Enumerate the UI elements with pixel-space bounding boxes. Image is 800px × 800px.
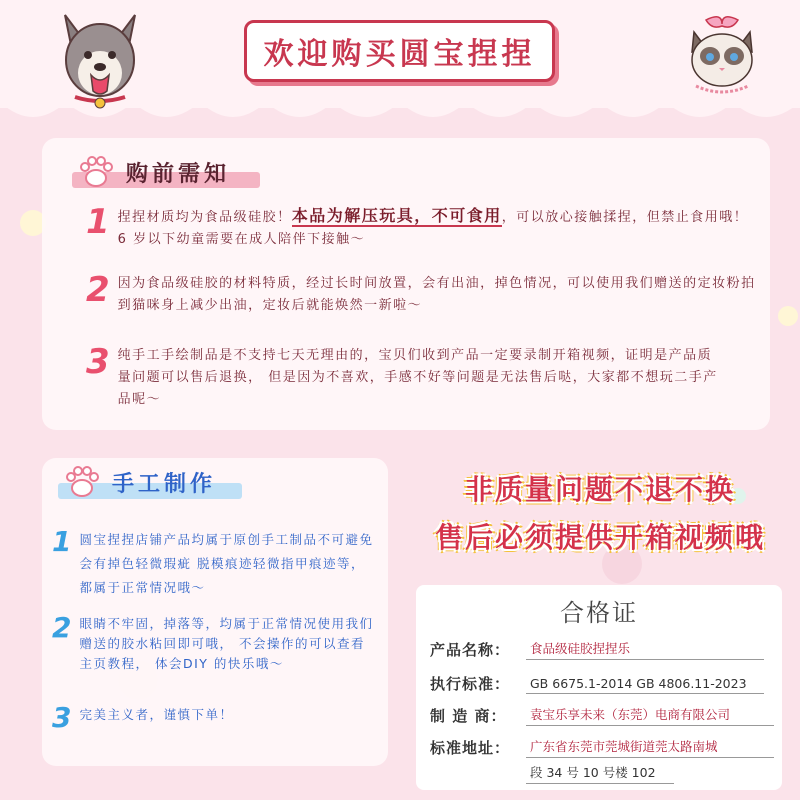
item-text: 因为食品级硅胶的材料特质，经过长时间放置，会有出油，掉色情况，可以使用我们赠送的定妆粉拍到猫咪身上减少出油，定妆后就能焕然一新啦～ — [117, 276, 756, 313]
item-text: 完美主义者，谨慎下单！ — [79, 707, 234, 722]
handmade-item-2 — [52, 611, 377, 674]
certificate-label: 制 造 商： — [430, 707, 507, 725]
notice-item-1 — [86, 202, 756, 251]
certificate-label: 执行标准： — [430, 675, 511, 693]
certificate-row-manufacturer — [430, 705, 774, 726]
highlight-text: 本品为解压玩具，不可食用 — [291, 206, 502, 225]
item-number: 1 — [52, 525, 72, 558]
item-number: 3 — [52, 701, 72, 734]
item-number: 1 — [86, 202, 110, 242]
handmade-item-3 — [52, 701, 377, 734]
notice-item-2 — [86, 270, 756, 317]
certificate-title: 合格证 — [560, 599, 638, 627]
handmade-title: 手工制作 — [112, 471, 217, 497]
ragdoll-cat-illustration — [682, 12, 762, 102]
item-text — [118, 205, 756, 251]
item-text-part: 捏捏材质均为食品级硅胶！ — [117, 210, 292, 225]
certificate-row-address-cont — [430, 763, 674, 784]
item-text: 眼睛不牢固，掉落等，均属于正常情况使用我们赠送的胶水粘回即可哦， 不会操作的可以查看主页教程， 体会DIY 的快乐哦～ — [79, 616, 374, 671]
paw-icon — [76, 152, 116, 192]
handmade-item-1 — [52, 525, 377, 600]
certificate-card — [416, 585, 782, 790]
certificate-row-standard — [430, 673, 764, 694]
certificate-value: 袁宝乐享未来（东莞）电商有限公司 — [526, 705, 774, 726]
notice-item-3 — [86, 342, 726, 411]
no-return-banner: 非质量问题不退不换 — [464, 473, 735, 506]
notice-title: 购前需知 — [126, 161, 231, 187]
husky-dog-illustration — [55, 5, 145, 110]
certificate-value: 食品级硅胶捏捏乐 — [526, 639, 764, 660]
item-number: 2 — [86, 270, 110, 310]
certificate-value: 广东省东莞市莞城街道莞太路南城 — [526, 737, 774, 758]
handmade-header — [62, 462, 216, 502]
item-text: 圆宝捏捏店铺产品均属于原创手工制品不可避免会有掉色轻微瑕疵 脱模痕迹轻微指甲痕迹等，都属于正常情况哦～ — [79, 532, 374, 595]
certificate-value: 段 34 号 10 号楼 102 — [526, 763, 674, 784]
certificate-row-address — [430, 737, 774, 758]
notice-header — [76, 152, 230, 192]
item-number: 3 — [86, 342, 110, 382]
certificate-label: 产品名称： — [430, 641, 511, 659]
item-text: 纯手工手绘制品是不支持七天无理由的，宝贝们收到产品一定要录制开箱视频，证明是产品质量问题可以售后退换， 但是因为不喜欢，手感不好等问题是无法售后哒，大家都不想玩二手产品呢～ — [117, 348, 718, 407]
item-number: 2 — [52, 611, 72, 644]
paw-icon — [62, 462, 102, 502]
certificate-row-product — [430, 639, 764, 660]
item-text-part: ，可以放心接触揉捏，但禁止食用哦！ 6 岁以下幼童需要在成人陪伴下接触～ — [117, 210, 749, 247]
unboxing-video-banner: 售后必须提供开箱视频哦 — [434, 521, 765, 554]
page-title: 欢迎购买圆宝捏捏 — [244, 20, 555, 82]
certificate-label: 标准地址： — [430, 739, 511, 757]
certificate-value: GB 6675.1-2014 GB 4806.11-2023 — [526, 676, 764, 694]
decor-dot — [778, 306, 798, 326]
